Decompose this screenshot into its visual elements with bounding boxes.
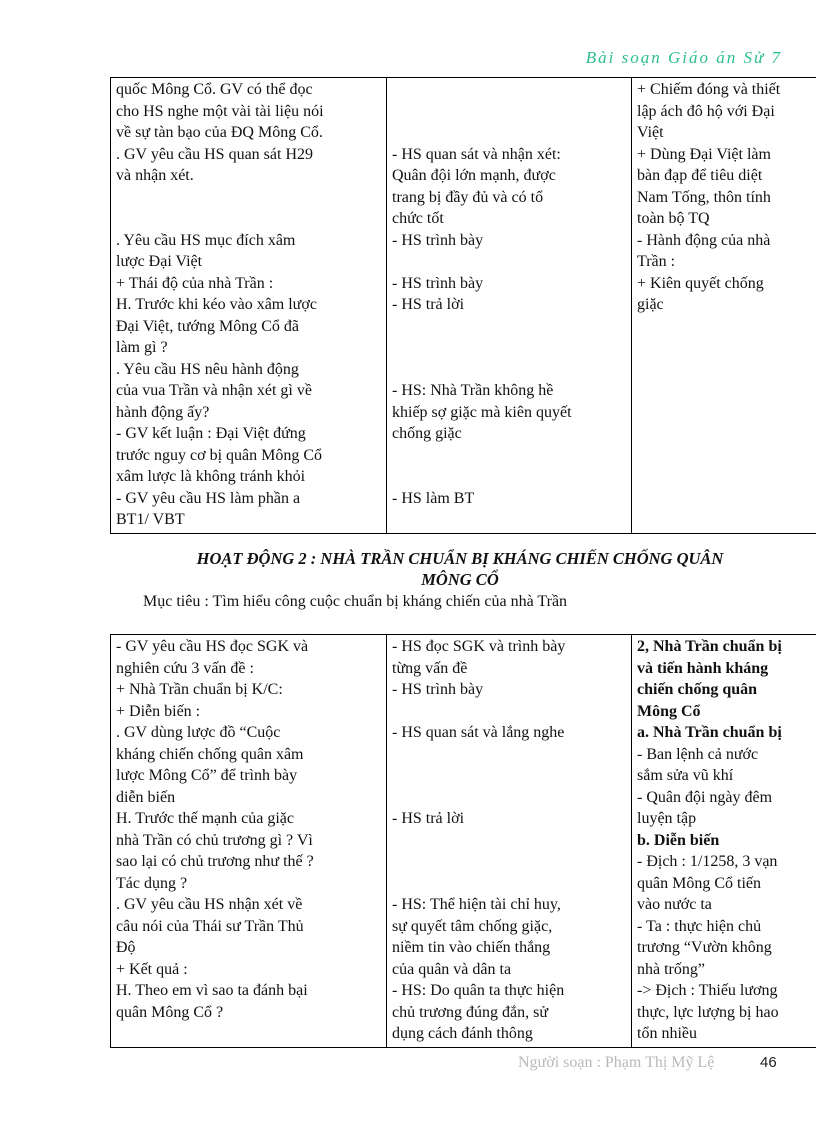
cell-line bbox=[116, 187, 381, 209]
cell-line bbox=[392, 851, 626, 873]
cell-line: Việt bbox=[637, 124, 664, 141]
cell-line: chủ trương đúng đắn, sử bbox=[392, 1003, 549, 1021]
table-row bbox=[111, 635, 816, 1048]
cell-line: Mông Cổ bbox=[637, 702, 701, 720]
cell-line: BT1/ VBT bbox=[116, 511, 185, 528]
cell-line: câu nói của Thái sư Trần Thủ bbox=[116, 917, 304, 935]
cell-line: - Ta : thực hiện chủ bbox=[637, 917, 762, 935]
cell-line: Quân đội lớn mạnh, được bbox=[392, 167, 556, 184]
cell-line: - HS đọc SGK và trình bày bbox=[392, 638, 566, 655]
cell-line: quân Mông Cổ tiến bbox=[637, 874, 761, 892]
cell-line: - HS trả lời bbox=[392, 810, 465, 827]
cell-line: + Kiên quyết chống bbox=[637, 274, 764, 292]
cell-line bbox=[392, 251, 626, 273]
cell-line: Nam Tống, thôn tính bbox=[637, 188, 771, 206]
cell-line: dụng cách đánh thông bbox=[392, 1025, 533, 1042]
cell-line: H. Theo em vì sao ta đánh bại bbox=[116, 982, 308, 999]
cell-line: nhà Trần có chủ trương gì ? Vì bbox=[116, 831, 313, 849]
cell-line: cho HS nghe một vài tài liệu nói bbox=[116, 102, 324, 120]
cell-line: khiếp sợ giặc mà kiên quyết bbox=[392, 403, 572, 421]
cell-line: Tác dụng ? bbox=[116, 874, 188, 892]
cell-line: chống giặc bbox=[392, 425, 462, 442]
cell-line: Đại Việt, tướng Mông Cổ đã bbox=[116, 317, 299, 335]
cell-line: - HS quan sát và lắng nghe bbox=[392, 724, 565, 741]
table-row bbox=[111, 78, 816, 534]
cell-line: - GV yêu cầu HS đọc SGK và bbox=[116, 638, 309, 655]
cell-line: chiến chống quân bbox=[637, 681, 758, 698]
cell-line: trang bị đầy đủ và có tổ bbox=[392, 188, 544, 206]
cell-line bbox=[392, 359, 626, 381]
cell-line: . GV yêu cầu HS quan sát H29 bbox=[116, 145, 314, 163]
cell-line: - GV yêu cầu HS làm phần a bbox=[116, 489, 301, 507]
cell-line: nhà trống” bbox=[637, 960, 705, 978]
cell-line: nghiên cứu 3 vấn đề : bbox=[116, 659, 254, 677]
cell-line: của vua Trần và nhận xét gì về bbox=[116, 382, 312, 399]
cell-line: vào nước ta bbox=[637, 896, 712, 913]
cell-line: + Kết quả : bbox=[116, 960, 188, 978]
cell-line: + Thái độ của nhà Trần : bbox=[116, 274, 274, 292]
cell-line bbox=[392, 701, 626, 723]
cell-line: Độ bbox=[116, 939, 136, 956]
cell-line: xâm lược là không tránh khỏi bbox=[116, 468, 306, 485]
cell-line: - Ban lệnh cả nước bbox=[637, 745, 759, 763]
activity-objective: Mục tiêu : Tìm hiểu công cuộc chuẩn bị kháng chiến của nhà Trần bbox=[143, 593, 568, 610]
cell-line: quốc Mông Cổ. GV có thể đọc bbox=[116, 81, 313, 98]
cell-line: - HS trả lời bbox=[392, 296, 465, 313]
lesson-table-2 bbox=[110, 634, 816, 1048]
cell-line: - HS: Do quân ta thực hiện bbox=[392, 982, 565, 999]
cell-line: toàn bộ TQ bbox=[637, 210, 710, 227]
content-cell bbox=[632, 78, 816, 534]
cell-line: - HS: Nhà Trần không hề bbox=[392, 382, 554, 399]
footer-author: Người soạn : Phạm Thị Mỹ Lệ bbox=[518, 1054, 715, 1071]
teacher-activity-cell bbox=[111, 635, 387, 1048]
cell-line: quân Mông Cổ ? bbox=[116, 1003, 224, 1021]
cell-line: diễn biến bbox=[116, 788, 176, 806]
cell-line: 2, Nhà Trần chuẩn bị bbox=[637, 638, 782, 655]
cell-line: . Yêu cầu HS mục đích xâm bbox=[116, 231, 296, 249]
cell-line: sự quyết tâm chống giặc, bbox=[392, 917, 553, 935]
cell-line bbox=[392, 765, 626, 787]
cell-line: về sự tàn bạo của ĐQ Mông Cổ. bbox=[116, 124, 323, 141]
page-number: 46 bbox=[760, 1054, 777, 1071]
cell-line: và tiến hành kháng bbox=[637, 659, 769, 677]
cell-line: - HS: Thể hiện tài chỉ huy, bbox=[392, 896, 561, 913]
cell-line: H. Trước thế mạnh của giặc bbox=[116, 810, 294, 827]
cell-line: làm gì ? bbox=[116, 339, 168, 356]
cell-line bbox=[392, 316, 626, 338]
activity-title-line-1: HOẠT ĐỘNG 2 : NHÀ TRẦN CHUẨN BỊ KHÁNG CHIẾN CHỐNG QUÂN bbox=[196, 549, 724, 568]
cell-line bbox=[392, 445, 626, 467]
cell-line bbox=[392, 873, 626, 895]
header-watermark: Bài soạn Giáo án Sử 7 bbox=[585, 48, 782, 67]
student-activity-cell bbox=[387, 635, 632, 1048]
cell-line: - Hành động của nhà bbox=[637, 231, 771, 249]
cell-line: giặc bbox=[637, 296, 664, 313]
cell-line: lược Mông Cổ” để trình bày bbox=[116, 767, 298, 784]
cell-line bbox=[392, 101, 626, 123]
cell-line: b. Diễn biến bbox=[637, 831, 720, 849]
cell-line: - Địch : 1/1258, 3 vạn bbox=[637, 853, 778, 870]
cell-line bbox=[392, 79, 626, 101]
cell-line: -> Địch : Thiếu lương bbox=[637, 982, 778, 999]
cell-line: Trần : bbox=[637, 253, 676, 270]
cell-line: - HS trình bày bbox=[392, 231, 484, 249]
cell-line bbox=[392, 787, 626, 809]
cell-line bbox=[392, 122, 626, 144]
cell-line: . GV dùng lược đồ “Cuộc bbox=[116, 724, 281, 741]
cell-line: chức tốt bbox=[392, 210, 444, 227]
cell-line bbox=[392, 337, 626, 359]
cell-line: của quân và dân ta bbox=[392, 960, 512, 978]
cell-line: - HS trình bày bbox=[392, 681, 484, 698]
teacher-activity-cell bbox=[111, 78, 387, 534]
cell-line: sao lại có chủ trương như thế ? bbox=[116, 853, 314, 870]
cell-line: lược Đại Việt bbox=[116, 253, 203, 270]
cell-line: . GV yêu cầu HS nhận xét về bbox=[116, 896, 303, 913]
cell-line: kháng chiến chống quân xâm bbox=[116, 745, 304, 763]
cell-line: + Dùng Đại Việt làm bbox=[637, 145, 771, 163]
cell-line: trước nguy cơ bị quân Mông Cổ bbox=[116, 446, 323, 464]
cell-line: - HS làm BT bbox=[392, 489, 475, 507]
lesson-table-1 bbox=[110, 77, 816, 534]
activity-2-title bbox=[120, 548, 800, 590]
cell-line bbox=[392, 744, 626, 766]
cell-line: và nhận xét. bbox=[116, 167, 194, 184]
cell-line: luyện tập bbox=[637, 810, 697, 827]
cell-line: + Chiếm đóng và thiết bbox=[637, 81, 781, 98]
cell-line: hành động ấy? bbox=[116, 403, 210, 421]
cell-line: bàn đạp để tiêu diệt bbox=[637, 167, 763, 184]
cell-line: H. Trước khi kéo vào xâm lược bbox=[116, 296, 317, 313]
cell-line: + Nhà Trần chuẩn bị K/C: bbox=[116, 681, 283, 698]
cell-line: + Diễn biến : bbox=[116, 702, 201, 720]
student-activity-cell bbox=[387, 78, 632, 534]
cell-line: tổn nhiều bbox=[637, 1025, 697, 1042]
cell-line bbox=[392, 830, 626, 852]
cell-line: . Yêu cầu HS nêu hành động bbox=[116, 360, 299, 378]
cell-line bbox=[392, 466, 626, 488]
content-cell bbox=[632, 635, 816, 1048]
cell-line bbox=[116, 208, 381, 230]
cell-line: - HS quan sát và nhận xét: bbox=[392, 145, 561, 163]
cell-line: sắm sửa vũ khí bbox=[637, 767, 734, 784]
cell-line bbox=[392, 509, 626, 531]
cell-line: - HS trình bày bbox=[392, 274, 484, 292]
cell-line: thực, lực lượng bị hao bbox=[637, 1003, 779, 1021]
activity-title-line-2: MÔNG CỔ bbox=[421, 570, 499, 589]
cell-line: trương “Vườn không bbox=[637, 939, 772, 956]
cell-line: - Quân đội ngày đêm bbox=[637, 788, 773, 806]
cell-line: lập ách đô hộ với Đại bbox=[637, 102, 775, 120]
cell-line: - GV kết luận : Đại Việt đứng bbox=[116, 425, 306, 442]
cell-line: từng vấn đề bbox=[392, 659, 468, 677]
cell-line: niềm tin vào chiến thắng bbox=[392, 939, 551, 956]
cell-line: a. Nhà Trần chuẩn bị bbox=[637, 724, 782, 741]
